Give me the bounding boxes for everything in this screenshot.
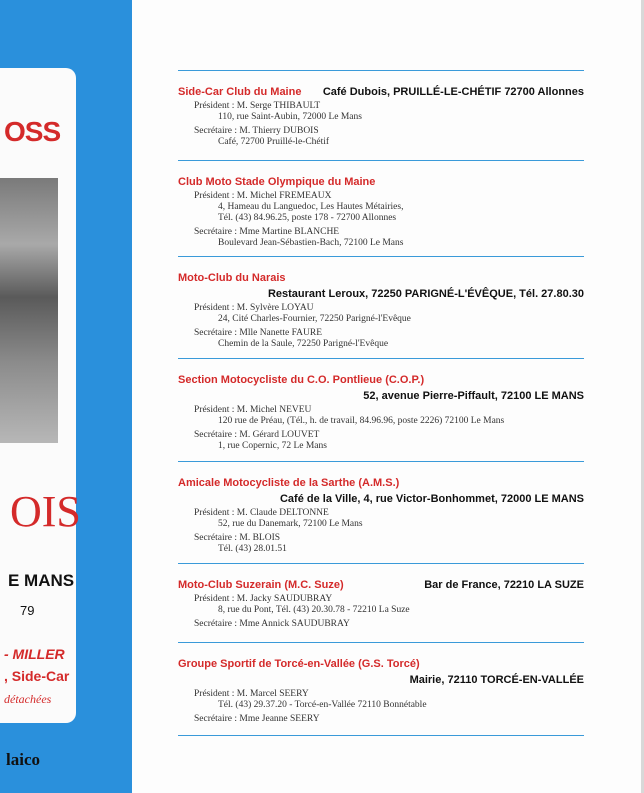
club-entry xyxy=(178,86,584,148)
advert-sidecar-fragment: , Side-Car xyxy=(4,668,70,684)
club-name: Side-Car Club du Maine xyxy=(178,86,302,98)
president-block xyxy=(194,303,584,325)
president-block xyxy=(194,405,584,427)
club-address: Restaurant Leroux, 72250 PARIGNÉ-L'ÉVÊQUE, Tél. 27.80.30 xyxy=(267,288,584,300)
club-address: 52, avenue Pierre-Piffault, 72100 LE MANS xyxy=(363,390,584,402)
secretary-name: M. BLOIS xyxy=(239,533,281,543)
secretary-label: Secrétaire : xyxy=(194,533,237,543)
president-name: M. Jacky SAUDUBRAY xyxy=(236,594,333,604)
club-name: Moto-Club du Narais xyxy=(178,272,286,284)
president-name: M. Claude DELTONNE xyxy=(236,508,329,518)
president-line: 8, rue du Pont, Tél. (43) 20.30.78 - 72210 La Suze xyxy=(218,605,410,615)
secretary-line: Chemin de la Saule, 72250 Parigné-l'Evêque xyxy=(218,339,389,349)
advert-brand-fragment: OIS xyxy=(10,487,81,536)
club-name: Moto-Club Suzerain (M.C. Suze) xyxy=(178,579,344,591)
advert-detachees-fragment: détachées xyxy=(4,692,52,706)
club-entry xyxy=(178,374,584,452)
club-name: Club Moto Stade Olympique du Maine xyxy=(178,176,376,188)
section-divider xyxy=(178,256,584,257)
left-advert-panel xyxy=(0,68,81,769)
club-entry xyxy=(178,272,584,350)
president-line: 24, Cité Charles-Fournier, 72250 Parigné-l'Evêque xyxy=(218,314,411,324)
club-address: Café de la Ville, 4, rue Victor-Bonhommet, 72000 LE MANS xyxy=(279,493,584,505)
president-name: M. Serge THIBAULT xyxy=(236,101,321,111)
section-divider xyxy=(178,461,584,462)
club-directory-page xyxy=(132,0,644,793)
advert-maico-fragment: laico xyxy=(6,750,40,769)
secretary-name: M. Gérard LOUVET xyxy=(239,430,320,440)
secretary-label: Secrétaire : xyxy=(194,227,237,237)
club-name: Amicale Motocycliste de la Sarthe (A.M.S.) xyxy=(178,477,400,489)
president-name: M. Michel FREMEAUX xyxy=(236,191,332,201)
secretary-name: Mme Annick SAUDUBRAY xyxy=(239,619,350,629)
secretary-label: Secrétaire : xyxy=(194,714,237,724)
secretary-line: Café, 72700 Pruillé-le-Chétif xyxy=(218,137,330,147)
section-divider xyxy=(178,563,584,564)
president-name: M. Sylvère LOYAU xyxy=(236,303,314,313)
president-line: 4, Hameau du Languedoc, Les Hautes Métairies, xyxy=(218,202,404,212)
club-name: Groupe Sportif de Torcé-en-Vallée (G.S. Torcé) xyxy=(178,658,420,670)
secretary-name: Mme Jeanne SEERY xyxy=(239,714,320,724)
president-line: 52, rue du Danemark, 72100 Le Mans xyxy=(218,519,363,529)
president-line: 120 rue de Préau, (Tél., h. de travail, 84.96.96, poste 2226) 72100 Le Mans xyxy=(218,416,505,426)
club-entry xyxy=(178,477,584,555)
secretary-name: Mme Martine BLANCHE xyxy=(239,227,340,237)
secretary-block xyxy=(194,126,584,148)
advert-miller-fragment: - MILLER xyxy=(4,646,65,662)
president-block xyxy=(194,508,584,530)
advert-title-fragment: OSS xyxy=(4,116,61,147)
president-label: Président : xyxy=(194,101,235,111)
club-address: Café Dubois, PRUILLÉ-LE-CHÉTIF 72700 Allonnes xyxy=(322,86,584,98)
secretary-label: Secrétaire : xyxy=(194,430,237,440)
section-divider xyxy=(178,735,584,736)
advert-year-fragment: 79 xyxy=(20,603,35,618)
president-name: M. Michel NEVEU xyxy=(236,405,312,415)
president-line: Tél. (43) 29.37.20 - Torcé-en-Vallée 72110 Bonnétable xyxy=(218,700,427,710)
president-label: Président : xyxy=(194,191,235,201)
president-block xyxy=(194,689,584,711)
secretary-name: Mlle Nanette FAURE xyxy=(239,328,323,338)
secretary-label: Secrétaire : xyxy=(194,126,237,136)
club-name: Section Motocycliste du C.O. Pontlieue (C.O.P.) xyxy=(178,374,425,386)
president-line: Tél. (43) 84.96.25, poste 178 - 72700 Allonnes xyxy=(218,213,397,223)
president-line: 110, rue Saint-Aubin, 72000 Le Mans xyxy=(218,112,362,122)
president-label: Président : xyxy=(194,405,235,415)
president-block xyxy=(194,594,584,616)
secretary-name: M. Thierry DUBOIS xyxy=(239,126,319,136)
section-divider xyxy=(178,70,584,71)
secretary-block xyxy=(194,533,584,555)
president-name: M. Marcel SEERY xyxy=(236,689,309,699)
secretary-block xyxy=(194,328,584,350)
section-divider xyxy=(178,160,584,161)
president-label: Président : xyxy=(194,303,235,313)
president-label: Président : xyxy=(194,689,235,699)
secretary-line: Tél. (43) 28.01.51 xyxy=(218,544,287,554)
president-label: Président : xyxy=(194,594,235,604)
secretary-line: 1, rue Copernic, 72 Le Mans xyxy=(218,441,327,451)
club-address: Bar de France, 72210 LA SUZE xyxy=(424,579,584,591)
secretary-block xyxy=(194,430,584,452)
secretary-block xyxy=(194,227,584,249)
club-entry xyxy=(178,176,584,249)
secretary-block xyxy=(194,619,584,630)
president-label: Président : xyxy=(194,508,235,518)
president-block xyxy=(194,101,584,123)
club-entry xyxy=(178,579,584,630)
section-divider xyxy=(178,358,584,359)
secretary-label: Secrétaire : xyxy=(194,328,237,338)
section-divider xyxy=(178,642,584,643)
club-entry xyxy=(178,658,584,725)
president-block xyxy=(194,191,584,224)
club-address: Mairie, 72110 TORCÉ-EN-VALLÉE xyxy=(409,674,584,686)
advert-city-fragment: E MANS xyxy=(8,571,75,590)
advert-photo xyxy=(0,178,58,443)
secretary-block xyxy=(194,714,584,725)
secretary-label: Secrétaire : xyxy=(194,619,237,629)
secretary-line: Boulevard Jean-Sébastien-Bach, 72100 Le Mans xyxy=(218,238,404,248)
